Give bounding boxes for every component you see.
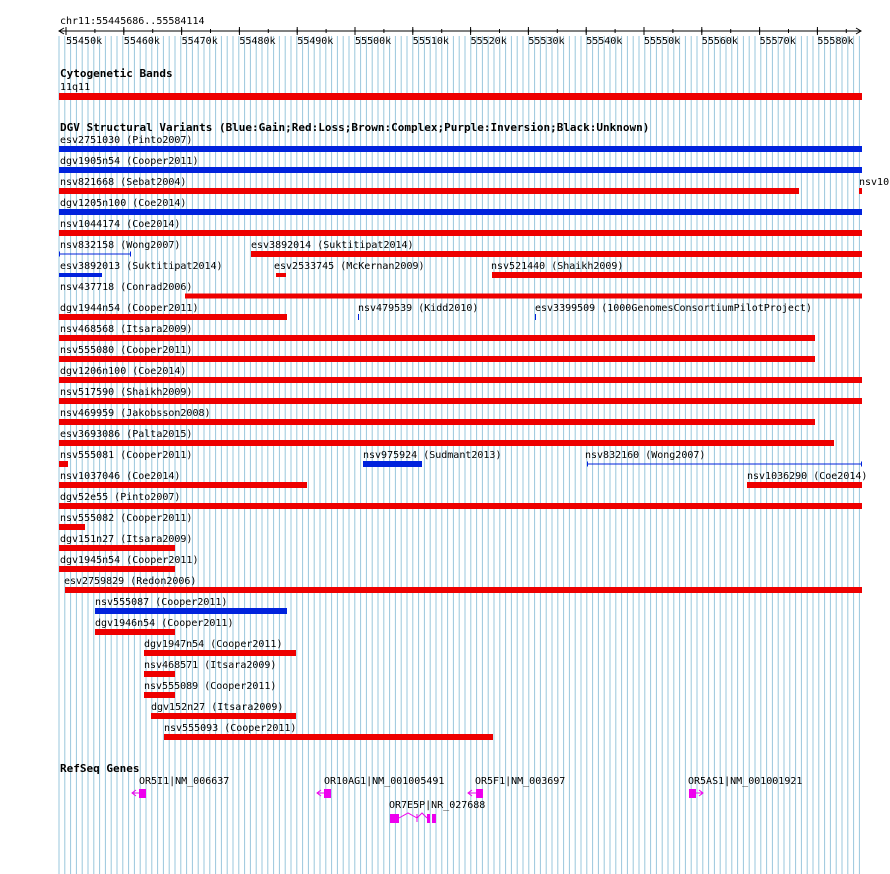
- gene-label: OR7E5P|NR_027688: [389, 800, 486, 811]
- dgv-feature[interactable]: [747, 471, 867, 488]
- gene-feature[interactable]: [317, 776, 444, 798]
- dgv-feature-bar[interactable]: [859, 188, 862, 194]
- dgv-feature[interactable]: [59, 345, 815, 362]
- ruler-tick-label: 55580k: [817, 36, 854, 47]
- ruler-tick-label: 55450k: [66, 36, 103, 47]
- dgv-feature[interactable]: [59, 387, 862, 404]
- dgv-feature-bar[interactable]: [59, 209, 862, 215]
- dgv-feature-bar[interactable]: [59, 146, 862, 152]
- ruler-tick-label: 55470k: [181, 36, 218, 47]
- dgv-feature[interactable]: [64, 576, 862, 593]
- dgv-feature-bar[interactable]: [747, 482, 862, 488]
- dgv-feature[interactable]: [59, 198, 862, 215]
- dgv-feature[interactable]: [59, 240, 180, 257]
- dgv-feature-bar[interactable]: [59, 188, 799, 194]
- ruler-tick-label: 55520k: [470, 36, 507, 47]
- dgv-feature-label: esv2533745 (McKernan2009): [274, 261, 425, 272]
- ruler-tick-label: 55500k: [355, 36, 392, 47]
- dgv-feature-bar[interactable]: [151, 713, 296, 719]
- gene-exon[interactable]: [476, 789, 483, 798]
- dgv-feature-label: dgv151n27 (Itsara2009): [60, 534, 193, 545]
- dgv-feature-label: nsv555082 (Cooper2011): [60, 513, 193, 524]
- ruler-tick-label: 55560k: [701, 36, 738, 47]
- dgv-feature-label: nsv555087 (Cooper2011): [95, 597, 228, 608]
- gene-label: OR5I1|NM_006637: [139, 776, 230, 787]
- dgv-feature-bar[interactable]: [535, 314, 536, 320]
- dgv-feature[interactable]: [59, 555, 198, 572]
- dgv-feature-label: dgv1206n100 (Coe2014): [60, 366, 187, 377]
- gene-exon[interactable]: [689, 789, 696, 798]
- dgv-feature[interactable]: [59, 534, 192, 551]
- dgv-feature-label: nsv468571 (Itsara2009): [144, 660, 277, 671]
- cytoband-title: Cytogenetic Bands: [60, 67, 173, 80]
- dgv-feature[interactable]: [585, 450, 862, 467]
- dgv-feature[interactable]: [59, 177, 799, 194]
- dgv-feature-bar[interactable]: [59, 461, 68, 467]
- ruler-tick-label: 55480k: [239, 36, 276, 47]
- dgv-feature-bar[interactable]: [59, 419, 815, 425]
- dgv-feature-label: dgv1947n54 (Cooper2011): [144, 639, 283, 650]
- dgv-feature-label: dgv52e55 (Pinto2007): [60, 492, 181, 503]
- dgv-feature[interactable]: [491, 261, 862, 278]
- gene-label: OR10AG1|NM_001005491: [324, 776, 445, 787]
- dgv-feature-label: nsv832158 (Wong2007): [60, 240, 181, 251]
- dgv-feature-label: nsv468568 (Itsara2009): [60, 324, 193, 335]
- dgv-feature-label: nsv469959 (Jakobsson2008): [60, 408, 211, 419]
- cytoband-label: 11q11: [60, 82, 91, 93]
- gene-exon[interactable]: [139, 789, 146, 798]
- dgv-title: DGV Structural Variants (Blue:Gain;Red:Loss;Brown:Complex;Purple:Inversion;Black:Unknown): [60, 121, 650, 134]
- dgv-feature-bar[interactable]: [59, 482, 307, 488]
- dgv-feature-bar[interactable]: [59, 440, 834, 446]
- dgv-feature[interactable]: [859, 177, 889, 194]
- dgv-feature-label: esv3892014 (Suktitipat2014): [251, 240, 414, 251]
- dgv-feature-label: nsv821668 (Sebat2004): [60, 177, 187, 188]
- dgv-feature-bar[interactable]: [59, 545, 175, 551]
- dgv-feature-bar[interactable]: [144, 671, 175, 677]
- dgv-feature-label: nsv555080 (Cooper2011): [60, 345, 193, 356]
- dgv-feature[interactable]: [164, 723, 493, 740]
- ruler-tick-label: 55550k: [644, 36, 681, 47]
- dgv-feature-label: dgv1945n54 (Cooper2011): [60, 555, 199, 566]
- dgv-feature-bar[interactable]: [59, 273, 102, 277]
- dgv-feature-bar[interactable]: [59, 398, 862, 404]
- dgv-feature-bar[interactable]: [59, 230, 862, 236]
- dgv-feature[interactable]: [363, 450, 501, 467]
- dgv-feature-bar[interactable]: [59, 167, 862, 173]
- dgv-feature-bar[interactable]: [251, 251, 862, 257]
- dgv-feature-bar[interactable]: [59, 356, 815, 362]
- dgv-feature[interactable]: [144, 639, 296, 656]
- dgv-feature-label: nsv555093 (Cooper2011): [164, 723, 297, 734]
- dgv-feature-label: nsv975924 (Sudmant2013): [363, 450, 502, 461]
- dgv-feature[interactable]: [251, 240, 862, 257]
- dgv-feature-bar[interactable]: [59, 335, 815, 341]
- dgv-feature-bar[interactable]: [59, 566, 175, 572]
- dgv-feature-label: nsv1044174 (Coe2014): [60, 219, 181, 230]
- dgv-feature-label: esv3693086 (Palta2015): [60, 429, 193, 440]
- dgv-feature-bar[interactable]: [164, 734, 493, 740]
- cytoband-bar[interactable]: [59, 93, 862, 100]
- dgv-feature[interactable]: [59, 450, 192, 467]
- dgv-feature[interactable]: [151, 702, 296, 719]
- dgv-feature-bar[interactable]: [276, 273, 286, 277]
- dgv-feature-label: nsv1036290 (Coe2014): [747, 471, 868, 482]
- dgv-feature-bar[interactable]: [144, 692, 175, 698]
- ruler-tick-label: 55510k: [412, 36, 449, 47]
- dgv-feature-label: dgv1944n54 (Cooper2011): [60, 303, 199, 314]
- region-label: chr11:55445686..55584114: [60, 16, 205, 27]
- dgv-feature-label: esv3892013 (Suktitipat2014): [60, 261, 223, 272]
- dgv-feature-label: nsv437718 (Conrad2006): [60, 282, 193, 293]
- dgv-feature-label: nsv555081 (Cooper2011): [60, 450, 193, 461]
- dgv-feature-bar[interactable]: [492, 272, 862, 278]
- dgv-feature-label: dgv1946n54 (Cooper2011): [95, 618, 234, 629]
- dgv-feature-bar[interactable]: [59, 524, 85, 530]
- dgv-feature-label: nsv555089 (Cooper2011): [144, 681, 277, 692]
- genes-title: RefSeq Genes: [60, 762, 140, 775]
- gene-exon[interactable]: [427, 814, 430, 823]
- gene-exon[interactable]: [324, 789, 331, 798]
- dgv-feature-bar[interactable]: [95, 629, 175, 635]
- gene-feature[interactable]: [688, 776, 802, 798]
- ruler-tick-label: 55540k: [586, 36, 623, 47]
- ruler-tick-label: 55490k: [297, 36, 334, 47]
- dgv-feature[interactable]: [59, 156, 862, 173]
- gene-exon[interactable]: [432, 814, 436, 823]
- ruler-tick-label: 55530k: [528, 36, 565, 47]
- gene-exon[interactable]: [390, 814, 399, 823]
- dgv-feature[interactable]: [59, 492, 862, 509]
- dgv-feature[interactable]: [95, 618, 233, 635]
- ruler-track: [59, 16, 861, 47]
- cytoband-track: [59, 67, 862, 100]
- dgv-feature-label: esv3399509 (1000GenomesConsortiumPilotProject): [535, 303, 812, 314]
- dgv-feature-label: nsv10: [859, 177, 890, 188]
- dgv-feature-label: nsv1037046 (Coe2014): [60, 471, 181, 482]
- dgv-feature-bar[interactable]: [65, 587, 862, 593]
- dgv-feature-bar[interactable]: [358, 314, 359, 320]
- dgv-feature-bar[interactable]: [95, 608, 287, 614]
- dgv-feature[interactable]: [59, 324, 815, 341]
- dgv-feature-label: nsv521440 (Shaikh2009): [491, 261, 624, 272]
- dgv-feature[interactable]: [59, 303, 287, 320]
- dgv-feature-bar[interactable]: [363, 461, 422, 467]
- dgv-feature-label: nsv517590 (Shaikh2009): [60, 387, 193, 398]
- dgv-feature-bar[interactable]: [185, 294, 862, 299]
- dgv-feature[interactable]: [59, 408, 815, 425]
- ruler-tick-label: 55460k: [123, 36, 160, 47]
- dgv-feature[interactable]: [95, 597, 287, 614]
- ruler-tick-label: 55570k: [759, 36, 796, 47]
- dgv-feature-label: dgv1205n100 (Coe2014): [60, 198, 187, 209]
- dgv-feature-bar[interactable]: [59, 503, 862, 509]
- dgv-feature-label: esv2759829 (Redon2006): [64, 576, 197, 587]
- dgv-feature[interactable]: [59, 513, 192, 530]
- dgv-feature[interactable]: [59, 135, 862, 152]
- dgv-feature[interactable]: [59, 219, 862, 236]
- dgv-feature[interactable]: [59, 429, 834, 446]
- dgv-feature-label: nsv832160 (Wong2007): [585, 450, 706, 461]
- dgv-feature-label: nsv479539 (Kidd2010): [358, 303, 479, 314]
- dgv-feature-label: dgv1905n54 (Cooper2011): [60, 156, 199, 167]
- dgv-feature[interactable]: [59, 366, 862, 383]
- dgv-track: [59, 121, 889, 740]
- dgv-feature-label: esv2751030 (Pinto2007): [60, 135, 193, 146]
- gene-label: OR5F1|NM_003697: [475, 776, 566, 787]
- gene-label: OR5AS1|NM_001001921: [688, 776, 803, 787]
- dgv-feature-bar[interactable]: [59, 377, 862, 383]
- dgv-feature-bar[interactable]: [59, 314, 287, 320]
- dgv-feature-label: dgv152n27 (Itsara2009): [151, 702, 284, 713]
- dgv-feature-bar[interactable]: [144, 650, 296, 656]
- dgv-feature[interactable]: [59, 471, 307, 488]
